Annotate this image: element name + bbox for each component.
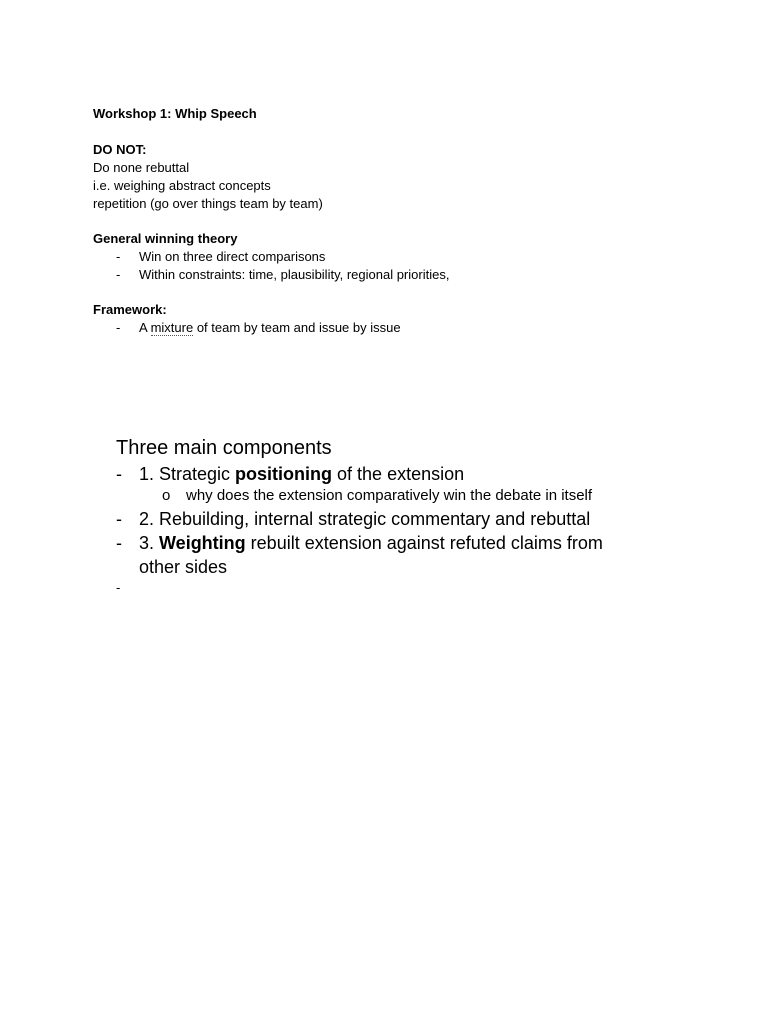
document-title: Workshop 1: Whip Speech bbox=[93, 106, 257, 121]
framework-bullet-prefix: A bbox=[139, 320, 151, 335]
component-item-1-suffix: of the extension bbox=[332, 464, 465, 484]
component-item-3-bold: Weighting bbox=[159, 533, 246, 553]
bullet-dash: - bbox=[116, 267, 121, 282]
winning-theory-heading: General winning theory bbox=[93, 231, 238, 246]
component-item-1-prefix: 1. Strategic bbox=[139, 464, 236, 484]
do-not-line-2: i.e. weighing abstract concepts bbox=[93, 178, 271, 193]
empty-bullet-dash: - bbox=[116, 580, 121, 595]
spellcheck-underlined-word: mixture bbox=[150, 320, 194, 335]
component-item-2: 2. Rebuilding, internal strategic commentary and rebuttal bbox=[139, 509, 591, 529]
component-item-3-prefix: 3. bbox=[139, 533, 160, 553]
do-not-line-3: repetition (go over things team by team) bbox=[93, 196, 323, 211]
bullet-dash: - bbox=[116, 509, 122, 529]
bullet-dash: - bbox=[116, 249, 121, 264]
framework-bullet-suffix: of team by team and issue by issue bbox=[193, 320, 401, 335]
bullet-dash: - bbox=[116, 533, 122, 553]
components-heading: Three main components bbox=[116, 437, 332, 459]
component-item-1 bbox=[139, 462, 464, 486]
framework-bullet bbox=[139, 319, 401, 337]
bullet-dash: - bbox=[116, 464, 122, 484]
framework-heading: Framework: bbox=[93, 302, 167, 317]
component-item-1-bold: positioning bbox=[235, 464, 333, 484]
winning-theory-bullet-2: Within constraints: time, plausibility, regional priorities, bbox=[139, 267, 450, 282]
component-item-1-sub: why does the extension comparatively win the debate in itself bbox=[186, 487, 593, 504]
bullet-dash: - bbox=[116, 320, 121, 335]
component-item-3-line-2: other sides bbox=[139, 557, 228, 577]
component-item-3 bbox=[139, 531, 603, 555]
winning-theory-bullet-1: Win on three direct comparisons bbox=[139, 249, 326, 264]
do-not-heading: DO NOT: bbox=[93, 142, 147, 157]
component-item-3-suffix: rebuilt extension against refuted claims from bbox=[245, 533, 603, 553]
do-not-line-1: Do none rebuttal bbox=[93, 160, 190, 175]
sub-bullet-marker: o bbox=[162, 487, 171, 504]
